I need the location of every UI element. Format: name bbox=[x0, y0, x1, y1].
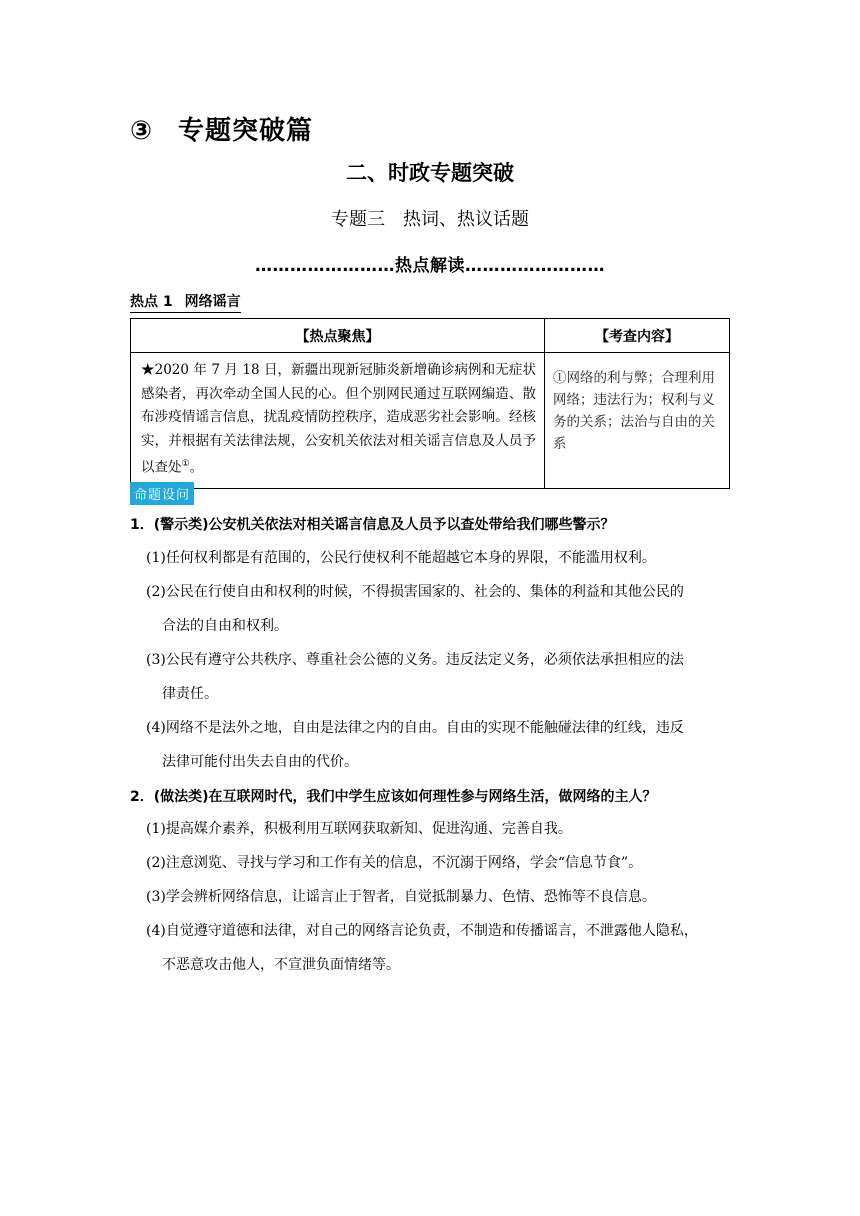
content-cell: ①网络的利与弊；合理利用网络；违法行为；权利与义务的关系；法治与自由的关系 bbox=[545, 353, 730, 489]
footnote-marker: ① bbox=[181, 459, 190, 469]
table-row bbox=[131, 353, 730, 489]
focus-text: ★2020 年 7 月 18 日，新疆出现新冠肺炎新增确诊病例和无症状感染者，再次牵动全国人民的心。但个别网民通过互联网编造、散布涉疫情谣言信息，扰乱疫情防控秩序，造成恶劣社会影响。经核实，并根据有关法律法规，公安机关依法对相关谣言信息及人员予以查处 bbox=[141, 362, 536, 476]
q2-answer-1: (1)提高媒介素养，积极利用互联网获取新知、促进沟通、完善自我。 bbox=[146, 821, 572, 837]
q1-answer-1: (1)任何权利都是有范围的，公民行使权利不能超越它本身的界限，不能滥用权利。 bbox=[146, 550, 656, 566]
section-title: 专题突破篇 bbox=[178, 116, 314, 146]
hotspot-title: 网络谣言 bbox=[184, 294, 241, 310]
q1-answer-4: (4)网络不是法外之地，自由是法律之内的自由。自由的实现不能触碰法律的红线，违反 bbox=[146, 720, 684, 736]
question-2-title: 2．(做法类)在互联网时代，我们中学生应该如何理性参与网络生活，做网络的主人？ bbox=[130, 789, 657, 805]
question-tag: 命题设问 bbox=[130, 482, 194, 505]
topic-name: 热词、热议话题 bbox=[403, 209, 529, 230]
header-focus: 【热点聚焦】 bbox=[131, 319, 545, 353]
q1-answer-3: (3)公民有遵守公共秩序、尊重社会公德的义务。违反法定义务，必须依法承担相应的法 bbox=[146, 652, 684, 668]
q2-answer-2: (2)注意浏览、寻找与学习和工作有关的信息，不沉溺于网络，学会“信息节食”。 bbox=[146, 855, 643, 871]
chapter-title: 二、时政专题突破 bbox=[346, 161, 514, 185]
question-1-answers bbox=[146, 541, 736, 779]
question-1-title: 1．(警示类)公安机关依法对相关谣言信息及人员予以查处带给我们哪些警示？ bbox=[130, 517, 615, 533]
q1-answer-2: (2)公民在行使自由和权利的时候，不得损害国家的、社会的、集体的利益和其他公民的 bbox=[146, 584, 684, 600]
hotspot-number: 热点 1 bbox=[130, 294, 173, 310]
q1-answer-4-cont: 法律可能付出失去自由的代价。 bbox=[162, 754, 358, 770]
hotspot-reading-title: ……………………热点解读…………………… bbox=[255, 256, 605, 276]
topic-title bbox=[0, 205, 860, 231]
section-number: ③ bbox=[130, 116, 154, 146]
hotspot-table bbox=[130, 318, 730, 489]
focus-cell bbox=[131, 353, 545, 489]
table-header-row bbox=[131, 319, 730, 353]
q2-answer-4: (4)自觉遵守道德和法律，对自己的网络言论负责，不制造和传播谣言，不泄露他人隐私， bbox=[146, 923, 698, 939]
q1-answer-3-cont: 律责任。 bbox=[162, 686, 218, 702]
q1-answer-2-cont: 合法的自由和权利。 bbox=[162, 618, 288, 634]
question-2-answers bbox=[146, 812, 736, 982]
q2-answer-4-cont: 不恶意攻击他人，不宣泄负面情绪等。 bbox=[162, 957, 400, 973]
section-heading bbox=[130, 110, 313, 147]
topic-part: 专题三 bbox=[331, 209, 385, 230]
hotspot-label bbox=[130, 291, 241, 313]
header-content: 【考查内容】 bbox=[545, 319, 730, 353]
q2-answer-3: (3)学会辨析网络信息，让谣言止于智者，自觉抵制暴力、色情、恐怖等不良信息。 bbox=[146, 889, 656, 905]
focus-end: 。 bbox=[189, 459, 204, 476]
